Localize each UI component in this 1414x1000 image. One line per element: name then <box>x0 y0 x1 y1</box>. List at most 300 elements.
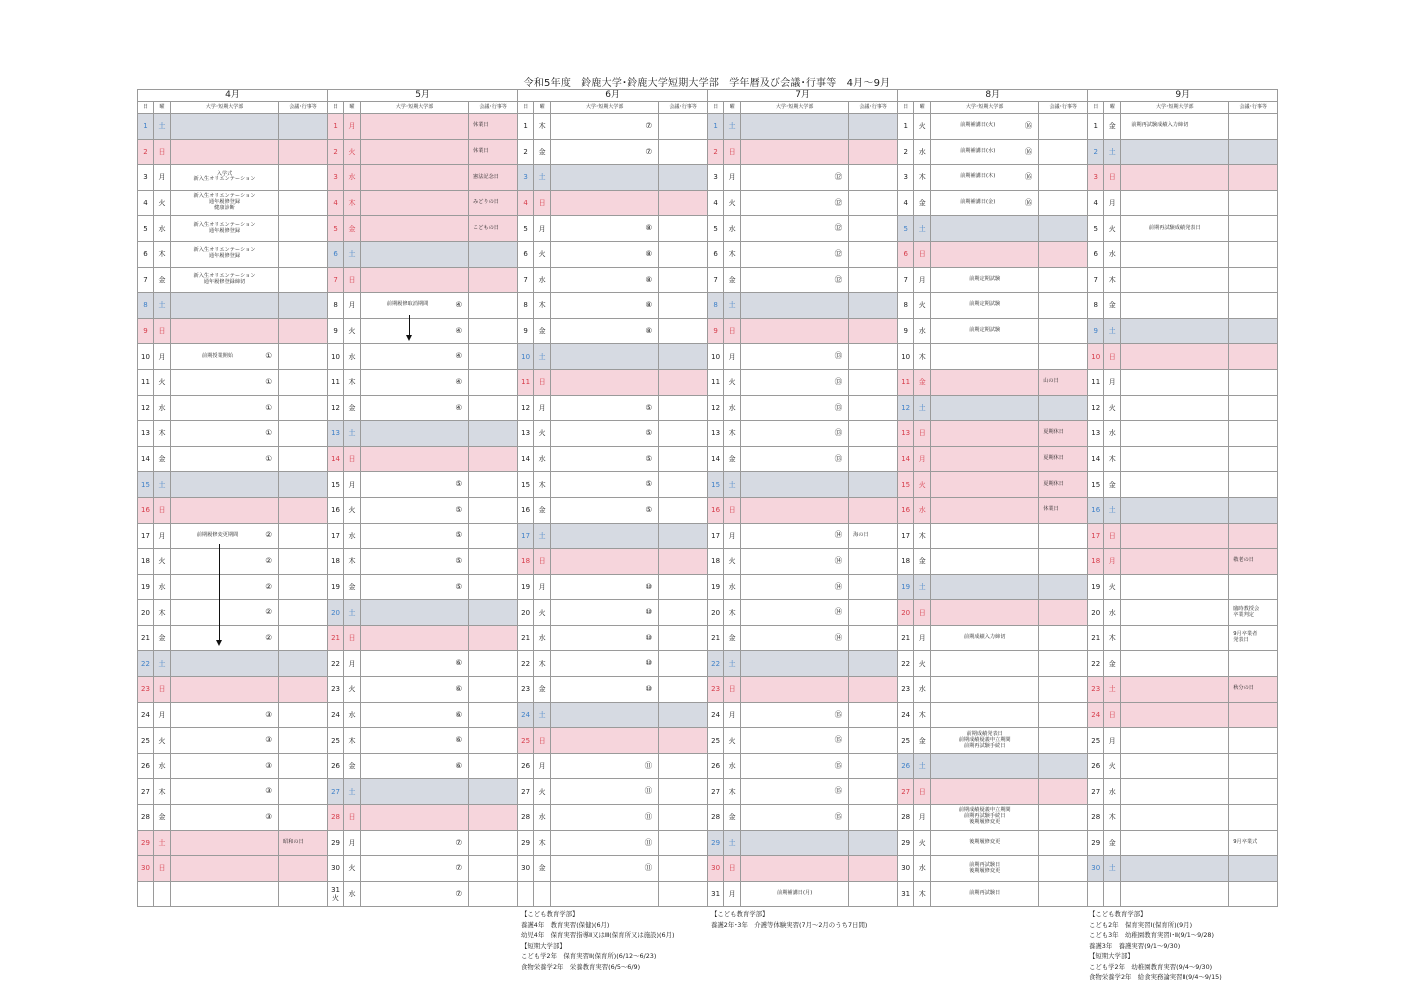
academic-event-cell <box>931 753 1039 779</box>
weekday: 水 <box>1104 779 1121 805</box>
day-number: 3 <box>1088 165 1104 191</box>
weekday: 木 <box>914 344 931 370</box>
weekday: 火 <box>154 728 171 754</box>
day-number: 20 <box>708 600 724 626</box>
july-practicum-notes <box>711 909 867 930</box>
weekday: 木 <box>914 523 931 549</box>
weekday: 火 <box>914 651 931 677</box>
class-week-number: ① <box>265 376 272 386</box>
day-number: 21 <box>1088 625 1104 651</box>
weekday: 月 <box>914 805 931 831</box>
event-text: 新入生オリエンテーション 通年履修登録 健康診断 <box>193 193 256 212</box>
event-text: 新入生オリエンテーション 通年履修登録 <box>193 221 256 234</box>
weekday: 土 <box>154 293 171 319</box>
meeting-event-cell <box>659 421 708 447</box>
day-number: 11 <box>328 369 344 395</box>
weekday: 金 <box>154 805 171 831</box>
event-text: 新入生オリエンテーション 通年履修登録 <box>193 247 256 260</box>
academic-event-cell <box>171 677 279 703</box>
meeting-event-cell <box>1039 625 1088 651</box>
academic-event-cell <box>171 190 279 216</box>
academic-event-cell <box>361 549 469 575</box>
weekday: 木 <box>914 165 931 191</box>
calendar-row <box>138 114 1278 140</box>
weekday: 金 <box>914 549 931 575</box>
day-number: 5 <box>328 216 344 242</box>
meeting-event-cell <box>279 651 328 677</box>
month-header: 6月 <box>518 90 708 102</box>
weekday: 木 <box>724 421 741 447</box>
day-number: 16 <box>138 497 154 523</box>
event-text: 前期履修取消期間 <box>386 301 429 308</box>
weekday: 水 <box>154 574 171 600</box>
meeting-event-cell <box>469 421 518 447</box>
weekday: 土 <box>724 651 741 677</box>
day-number: 18 <box>138 549 154 575</box>
academic-event-cell <box>1121 446 1229 472</box>
day-number: 11 <box>708 369 724 395</box>
meeting-event-cell <box>469 293 518 319</box>
academic-event-cell <box>551 472 659 498</box>
class-week-number: ① <box>265 453 272 463</box>
weekday: 水 <box>534 267 551 293</box>
meeting-event-cell <box>1039 651 1088 677</box>
class-week-number: ⑥ <box>455 658 463 668</box>
meeting-event-cell <box>659 369 708 395</box>
weekday: 木 <box>724 241 741 267</box>
day-number: 7 <box>138 267 154 293</box>
meeting-event-cell <box>659 549 708 575</box>
weekday: 月 <box>724 344 741 370</box>
day-number: 22 <box>328 651 344 677</box>
meeting-event-cell <box>469 600 518 626</box>
weekday: 金 <box>534 497 551 523</box>
meeting-event-cell: 休業日 <box>1039 497 1088 523</box>
meeting-event-cell <box>849 369 898 395</box>
day-number: 29 <box>518 830 534 856</box>
column-header-university: 大学･短期大学部 <box>361 102 469 114</box>
class-week-number: ⑬ <box>834 402 843 412</box>
academic-event-cell <box>931 805 1039 831</box>
academic-event-cell <box>171 856 279 882</box>
academic-event-cell <box>1121 497 1229 523</box>
class-week-number: ⑫ <box>834 223 843 233</box>
weekday: 金 <box>1104 651 1121 677</box>
meeting-event-cell <box>279 318 328 344</box>
event-text: 前期補講日(金) <box>960 199 996 206</box>
event-text: 前期補講日(水) <box>960 147 996 154</box>
day-number: 28 <box>1088 805 1104 831</box>
meeting-event-cell <box>849 805 898 831</box>
weekday: 木 <box>534 651 551 677</box>
calendar-row <box>138 830 1278 856</box>
weekday: 水 <box>1104 241 1121 267</box>
weekday: 金 <box>1104 114 1121 140</box>
weekday: 火 <box>1104 216 1121 242</box>
academic-event-cell <box>171 114 279 140</box>
weekday: 火 <box>154 190 171 216</box>
weekday: 木 <box>344 549 361 575</box>
weekday: 月 <box>914 625 931 651</box>
academic-event-cell <box>741 318 849 344</box>
academic-event-cell <box>1121 677 1229 703</box>
day-number: 10 <box>328 344 344 370</box>
day-number: 18 <box>1088 549 1104 575</box>
column-header-meeting: 会議･行事等 <box>469 102 518 114</box>
class-week-number: ⑪ <box>644 786 653 796</box>
meeting-event-cell <box>1229 114 1278 140</box>
note-line: 【こども教育学部】 <box>1089 910 1147 918</box>
may-withdraw-period-arrow <box>409 315 410 337</box>
academic-event-cell <box>551 830 659 856</box>
meeting-event-cell <box>1039 293 1088 319</box>
weekday: 金 <box>724 805 741 831</box>
note-line: こども学2年 幼稚園教育実習(9/4～9/30) <box>1089 962 1213 971</box>
meeting-event-cell <box>469 779 518 805</box>
day-number: 31 <box>708 881 724 907</box>
weekday: 日 <box>154 856 171 882</box>
meeting-event-cell <box>849 344 898 370</box>
meeting-event-cell <box>1229 472 1278 498</box>
meeting-event-cell <box>279 574 328 600</box>
class-week-number: ⑩ <box>645 684 653 694</box>
day-number: 27 <box>1088 779 1104 805</box>
calendar-row <box>138 472 1278 498</box>
meeting-event-cell <box>1229 728 1278 754</box>
academic-event-cell <box>931 779 1039 805</box>
weekday: 月 <box>534 216 551 242</box>
weekday: 水 <box>534 625 551 651</box>
academic-event-cell <box>361 395 469 421</box>
weekday: 日 <box>534 549 551 575</box>
meeting-event-cell: 夏期休日 <box>1039 472 1088 498</box>
day-number: 22 <box>518 651 534 677</box>
day-number: 2 <box>898 139 914 165</box>
meeting-event-cell <box>1229 856 1278 882</box>
weekday: 日 <box>154 497 171 523</box>
meeting-event-cell <box>279 472 328 498</box>
day-number: 8 <box>1088 293 1104 319</box>
day-number: 3 <box>138 165 154 191</box>
class-week-number: ④ <box>455 325 463 335</box>
day-number: 10 <box>138 344 154 370</box>
academic-event-cell <box>551 369 659 395</box>
meeting-event-cell <box>849 267 898 293</box>
day-number: 25 <box>1088 728 1104 754</box>
class-week-number: ⑦ <box>455 863 463 873</box>
day-number: 26 <box>1088 753 1104 779</box>
day-number: 21 <box>708 625 724 651</box>
event-text: 前期成績疑義申立期間 前期再試験手続日 後期履修変更 <box>958 807 1011 826</box>
meeting-event-cell <box>1229 753 1278 779</box>
note-line: こども3年 幼稚園教育実習Ⅰ･Ⅱ(9/1～9/28) <box>1089 931 1214 939</box>
weekday: 日 <box>344 267 361 293</box>
weekday: 金 <box>914 190 931 216</box>
event-text: 前期履修変更期間 <box>196 531 239 538</box>
meeting-event-cell <box>1039 139 1088 165</box>
weekday: 火 <box>344 318 361 344</box>
weekday: 木 <box>344 190 361 216</box>
weekday: 土 <box>914 395 931 421</box>
meeting-event-cell <box>659 702 708 728</box>
note-line: 【こども教育学部】 <box>711 910 769 918</box>
meeting-event-cell <box>659 241 708 267</box>
class-week-number: ⑭ <box>834 607 843 617</box>
weekday: 木 <box>1104 805 1121 831</box>
meeting-event-cell <box>1229 190 1278 216</box>
weekday: 土 <box>154 830 171 856</box>
meeting-event-cell <box>469 549 518 575</box>
weekday: 火 <box>534 779 551 805</box>
weekday: 金 <box>154 446 171 472</box>
weekday: 土 <box>534 523 551 549</box>
day-number: 25 <box>518 728 534 754</box>
academic-event-cell <box>741 805 849 831</box>
day-number: 28 <box>898 805 914 831</box>
day-number: 12 <box>1088 395 1104 421</box>
academic-event-cell <box>931 600 1039 626</box>
day-number: 20 <box>518 600 534 626</box>
academic-event-cell <box>171 651 279 677</box>
day-number: 13 <box>1088 421 1104 447</box>
weekday: 水 <box>914 497 931 523</box>
class-week-number: ② <box>265 556 272 566</box>
meeting-event-cell <box>279 856 328 882</box>
meeting-event-cell <box>1039 241 1088 267</box>
academic-event-cell <box>361 216 469 242</box>
day-number: 27 <box>898 779 914 805</box>
meeting-event-cell <box>1039 702 1088 728</box>
weekday: 金 <box>534 139 551 165</box>
weekday: 日 <box>914 600 931 626</box>
class-week-number: ② <box>265 530 272 540</box>
weekday: 金 <box>724 446 741 472</box>
calendar-row <box>138 421 1278 447</box>
academic-event-cell <box>1121 779 1229 805</box>
class-week-number: ⑩ <box>645 581 653 591</box>
meeting-event-cell <box>469 241 518 267</box>
day-number: 14 <box>138 446 154 472</box>
class-week-number: ⑮ <box>834 709 843 719</box>
academic-event-cell <box>551 856 659 882</box>
weekday: 土 <box>1104 497 1121 523</box>
weekday: 火 <box>154 549 171 575</box>
day-number: 1 <box>518 114 534 140</box>
day-number: 7 <box>518 267 534 293</box>
weekday <box>534 881 551 907</box>
academic-event-cell <box>361 728 469 754</box>
column-header-day: 日 <box>898 102 914 114</box>
event-text: 前期補講日(木) <box>960 173 996 180</box>
column-header-meeting: 会議･行事等 <box>1229 102 1278 114</box>
day-number: 22 <box>138 651 154 677</box>
calendar-row <box>138 344 1278 370</box>
column-header-weekday: 曜 <box>724 102 741 114</box>
academic-event-cell <box>741 241 849 267</box>
weekday: 月 <box>534 395 551 421</box>
day-number: 22 <box>708 651 724 677</box>
class-week-number: ⑪ <box>644 760 653 770</box>
column-header-weekday: 曜 <box>534 102 551 114</box>
day-number: 20 <box>898 600 914 626</box>
september-practicum-notes <box>1089 909 1222 983</box>
weekday: 金 <box>154 625 171 651</box>
academic-event-cell <box>1121 318 1229 344</box>
weekday: 月 <box>724 702 741 728</box>
academic-event-cell <box>931 523 1039 549</box>
meeting-event-cell <box>659 216 708 242</box>
day-number: 9 <box>518 318 534 344</box>
meeting-event-cell <box>1039 753 1088 779</box>
class-week-number: ⑧ <box>645 300 653 310</box>
meeting-event-cell: 海の日 <box>849 523 898 549</box>
academic-event-cell <box>1121 369 1229 395</box>
weekday: 月 <box>724 523 741 549</box>
academic-event-cell <box>361 523 469 549</box>
weekday: 土 <box>154 651 171 677</box>
meeting-event-cell <box>279 702 328 728</box>
day-number: 21 <box>898 625 914 651</box>
day-number: 25 <box>138 728 154 754</box>
weekday: 月 <box>154 523 171 549</box>
weekday: 火 <box>1104 753 1121 779</box>
day-number <box>1088 881 1104 907</box>
academic-event-cell <box>931 856 1039 882</box>
event-text: 前期授業開始 <box>201 352 234 359</box>
day-number: 19 <box>708 574 724 600</box>
meeting-event-cell <box>849 600 898 626</box>
meeting-event-cell <box>469 830 518 856</box>
class-week-number: ⑥ <box>455 760 463 770</box>
weekday: 日 <box>724 139 741 165</box>
meeting-event-cell <box>1039 856 1088 882</box>
day-number: 27 <box>518 779 534 805</box>
day-number: 8 <box>708 293 724 319</box>
meeting-event-cell <box>279 625 328 651</box>
day-number: 12 <box>898 395 914 421</box>
day-number: 17 <box>328 523 344 549</box>
event-text: 前期再試験成績発表日 <box>1148 224 1201 231</box>
weekday: 水 <box>154 216 171 242</box>
meeting-event-cell <box>659 625 708 651</box>
meeting-event-cell <box>659 523 708 549</box>
academic-event-cell <box>931 830 1039 856</box>
day-number: 9 <box>708 318 724 344</box>
academic-event-cell <box>551 114 659 140</box>
academic-event-cell <box>551 421 659 447</box>
academic-event-cell <box>931 369 1039 395</box>
meeting-event-cell <box>279 753 328 779</box>
weekday: 金 <box>1104 472 1121 498</box>
class-week-number: ⑤ <box>645 453 653 463</box>
day-number: 14 <box>708 446 724 472</box>
academic-event-cell <box>171 728 279 754</box>
academic-event-cell <box>741 651 849 677</box>
calendar-row <box>138 318 1278 344</box>
academic-event-cell <box>1121 216 1229 242</box>
academic-event-cell <box>741 600 849 626</box>
academic-event-cell <box>931 241 1039 267</box>
day-number: 14 <box>518 446 534 472</box>
event-text: 前期成績入力締切 <box>963 634 1006 641</box>
academic-event-cell <box>931 395 1039 421</box>
weekday: 日 <box>724 856 741 882</box>
class-week-number: ⑤ <box>455 504 463 514</box>
academic-event-cell <box>1121 190 1229 216</box>
meeting-event-cell <box>279 728 328 754</box>
calendar-row <box>138 190 1278 216</box>
class-week-number: ⑧ <box>645 248 653 258</box>
academic-event-cell <box>361 651 469 677</box>
weekday: 木 <box>1104 267 1121 293</box>
academic-event-cell <box>931 472 1039 498</box>
day-number: 14 <box>1088 446 1104 472</box>
weekday: 木 <box>154 421 171 447</box>
weekday: 月 <box>344 114 361 140</box>
note-line: こども学2年 保育実習Ⅱ(保育所)(6/12～6/23) <box>521 952 657 960</box>
weekday: 木 <box>534 293 551 319</box>
meeting-event-cell <box>1039 728 1088 754</box>
day-number: 23 <box>138 677 154 703</box>
class-week-number: ④ <box>455 300 463 310</box>
class-week-number: ⑬ <box>834 376 843 386</box>
day-number: 24 <box>708 702 724 728</box>
event-text: 前期定期試験 <box>969 275 1001 282</box>
day-number: 22 <box>898 651 914 677</box>
academic-event-cell <box>551 523 659 549</box>
academic-event-cell <box>171 600 279 626</box>
class-week-number: ⑧ <box>645 325 653 335</box>
class-week-number: ⑧ <box>645 274 653 284</box>
weekday: 土 <box>344 600 361 626</box>
meeting-event-cell <box>279 421 328 447</box>
academic-event-cell <box>551 267 659 293</box>
weekday: 金 <box>344 574 361 600</box>
weekday: 日 <box>344 805 361 831</box>
day-number: 11 <box>138 369 154 395</box>
academic-event-cell <box>1121 728 1229 754</box>
meeting-event-cell <box>1229 523 1278 549</box>
weekday: 日 <box>914 421 931 447</box>
meeting-event-cell <box>469 651 518 677</box>
weekday: 火 <box>534 600 551 626</box>
academic-event-cell <box>931 114 1039 140</box>
class-week-number: ⑥ <box>455 709 463 719</box>
calendar-row <box>138 446 1278 472</box>
class-week-number: ⑤ <box>645 402 653 412</box>
day-number: 28 <box>328 805 344 831</box>
weekday: 月 <box>914 446 931 472</box>
academic-event-cell <box>551 651 659 677</box>
day-number: 13 <box>708 421 724 447</box>
meeting-event-cell <box>849 549 898 575</box>
day-number: 23 <box>708 677 724 703</box>
day-number: 27 <box>708 779 724 805</box>
class-week-number: ⑪ <box>644 863 653 873</box>
weekday: 土 <box>724 114 741 140</box>
meeting-event-cell <box>469 805 518 831</box>
weekday: 土 <box>534 702 551 728</box>
class-week-number: ⑤ <box>645 479 653 489</box>
class-week-number: ⑤ <box>455 581 463 591</box>
academic-event-cell <box>931 446 1039 472</box>
day-number: 3 <box>708 165 724 191</box>
day-number <box>518 881 534 907</box>
day-number: 11 <box>518 369 534 395</box>
academic-event-cell <box>741 830 849 856</box>
weekday: 金 <box>724 267 741 293</box>
calendar-row <box>138 856 1278 882</box>
